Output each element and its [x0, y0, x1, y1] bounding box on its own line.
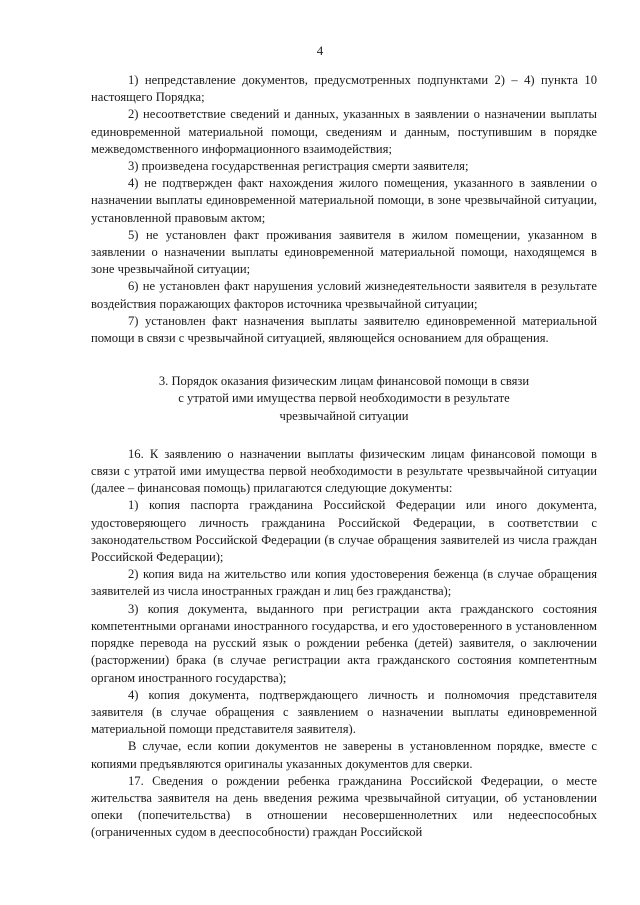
refusal-ground-6: 6) не установлен факт нарушения условий жизнедеятельности заявителя в результате воздействия поражающих факторов источника чрезвычайной ситуации;: [91, 279, 597, 311]
clause-16-item-1: 1) копия паспорта гражданина Российской Федерации или иного документа, удостоверяющего личность гражданина Российской Федерации, в соответствии с законодательством Российской Федерации (в случае обращения заявителей из числа граждан Российской Федерации);: [91, 498, 597, 565]
section-3-heading-line: 3. Порядок оказания физическим лицам финансовой помощи в связи: [158, 374, 530, 389]
clause-17-text: 17. Сведения о рождении ребенка гражданина Российской Федерации, о месте жительства заявителя на день введения режима чрезвычайной ситуации, об установлении опеки (попечительства) в отношении несовершеннолетних или недееспособных (ограниченных судом в дееспособности) граждан Российской: [91, 773, 597, 840]
refusal-ground-4: 4) не подтвержден факт нахождения жилого помещения, указанного в заявлении о назначении выплаты единовременной материальной помощи, в зоне чрезвычайной ситуации, установленной правовым актом;: [91, 176, 597, 225]
refusal-ground-7: 7) установлен факт назначения выплаты заявителю единовременной материальной помощи в связи с чрезвычайной ситуацией, являющейся основанием для обращения.: [91, 313, 597, 346]
page-content: [91, 72, 597, 842]
clause-16-item-4: 4) копия документа, подтверждающего личность и полномочия представителя заявителя (в случае обращения с заявлением о назначении выплаты единовременной материальной помощи представителя заявителя).: [91, 687, 597, 737]
section-3-heading-line: чрезвычайной ситуации: [279, 408, 409, 423]
refusal-ground-3: 3) произведена государственная регистрация смерти заявителя;: [128, 159, 469, 174]
section-3-heading-line: с утратой ими имущества первой необходимости в результате: [178, 391, 510, 406]
clause-16-item-2: 2) копия вида на жительство или копия удостоверения беженца (в случае обращения заявителей из числа иностранных граждан и лиц без гражданства);: [91, 567, 597, 599]
page-number: 4: [316, 43, 324, 58]
refusal-ground-2: 2) несоответствие сведений и данных, указанных в заявлении о назначении выплаты единовременной материальной помощи, сведениям и данным, поступившим в порядке межведомственного информационного взаимодействия;: [91, 107, 597, 156]
clause-16-note: В случае, если копии документов не заверены в установленном порядке, вместе с копиями предъявляются оригиналы указанных документов для сверки.: [91, 739, 597, 771]
refusal-ground-5: 5) не установлен факт проживания заявителя в жилом помещении, указанном в заявлении о назначении выплаты единовременной материальной помощи, находящемся в зоне чрезвычайной ситуации;: [91, 227, 597, 277]
refusal-ground-1: 1) непредставление документов, предусмотренных подпунктами 2) – 4) пункта 10 настоящего Порядка;: [91, 73, 597, 105]
clause-16-intro: 16. К заявлению о назначении выплаты физическим лицам финансовой помощи в связи с утратой ими имущества первой необходимости в результате чрезвычайной ситуации (далее – финансовая помощь) прилагаются следующие документы:: [91, 446, 597, 496]
clause-16-item-3: 3) копия документа, выданного при регистрации акта гражданского состояния компетентными органами иностранного государства, и его удостоверенного в установленном порядке перевода на русский язык о рождении ребенка (детей) заявителя, о заключении (расторжении) брака (в случае регистрации акта гражданского состояния компетентным органом иностранного государства);: [91, 601, 597, 685]
section-3-heading: [91, 373, 597, 425]
